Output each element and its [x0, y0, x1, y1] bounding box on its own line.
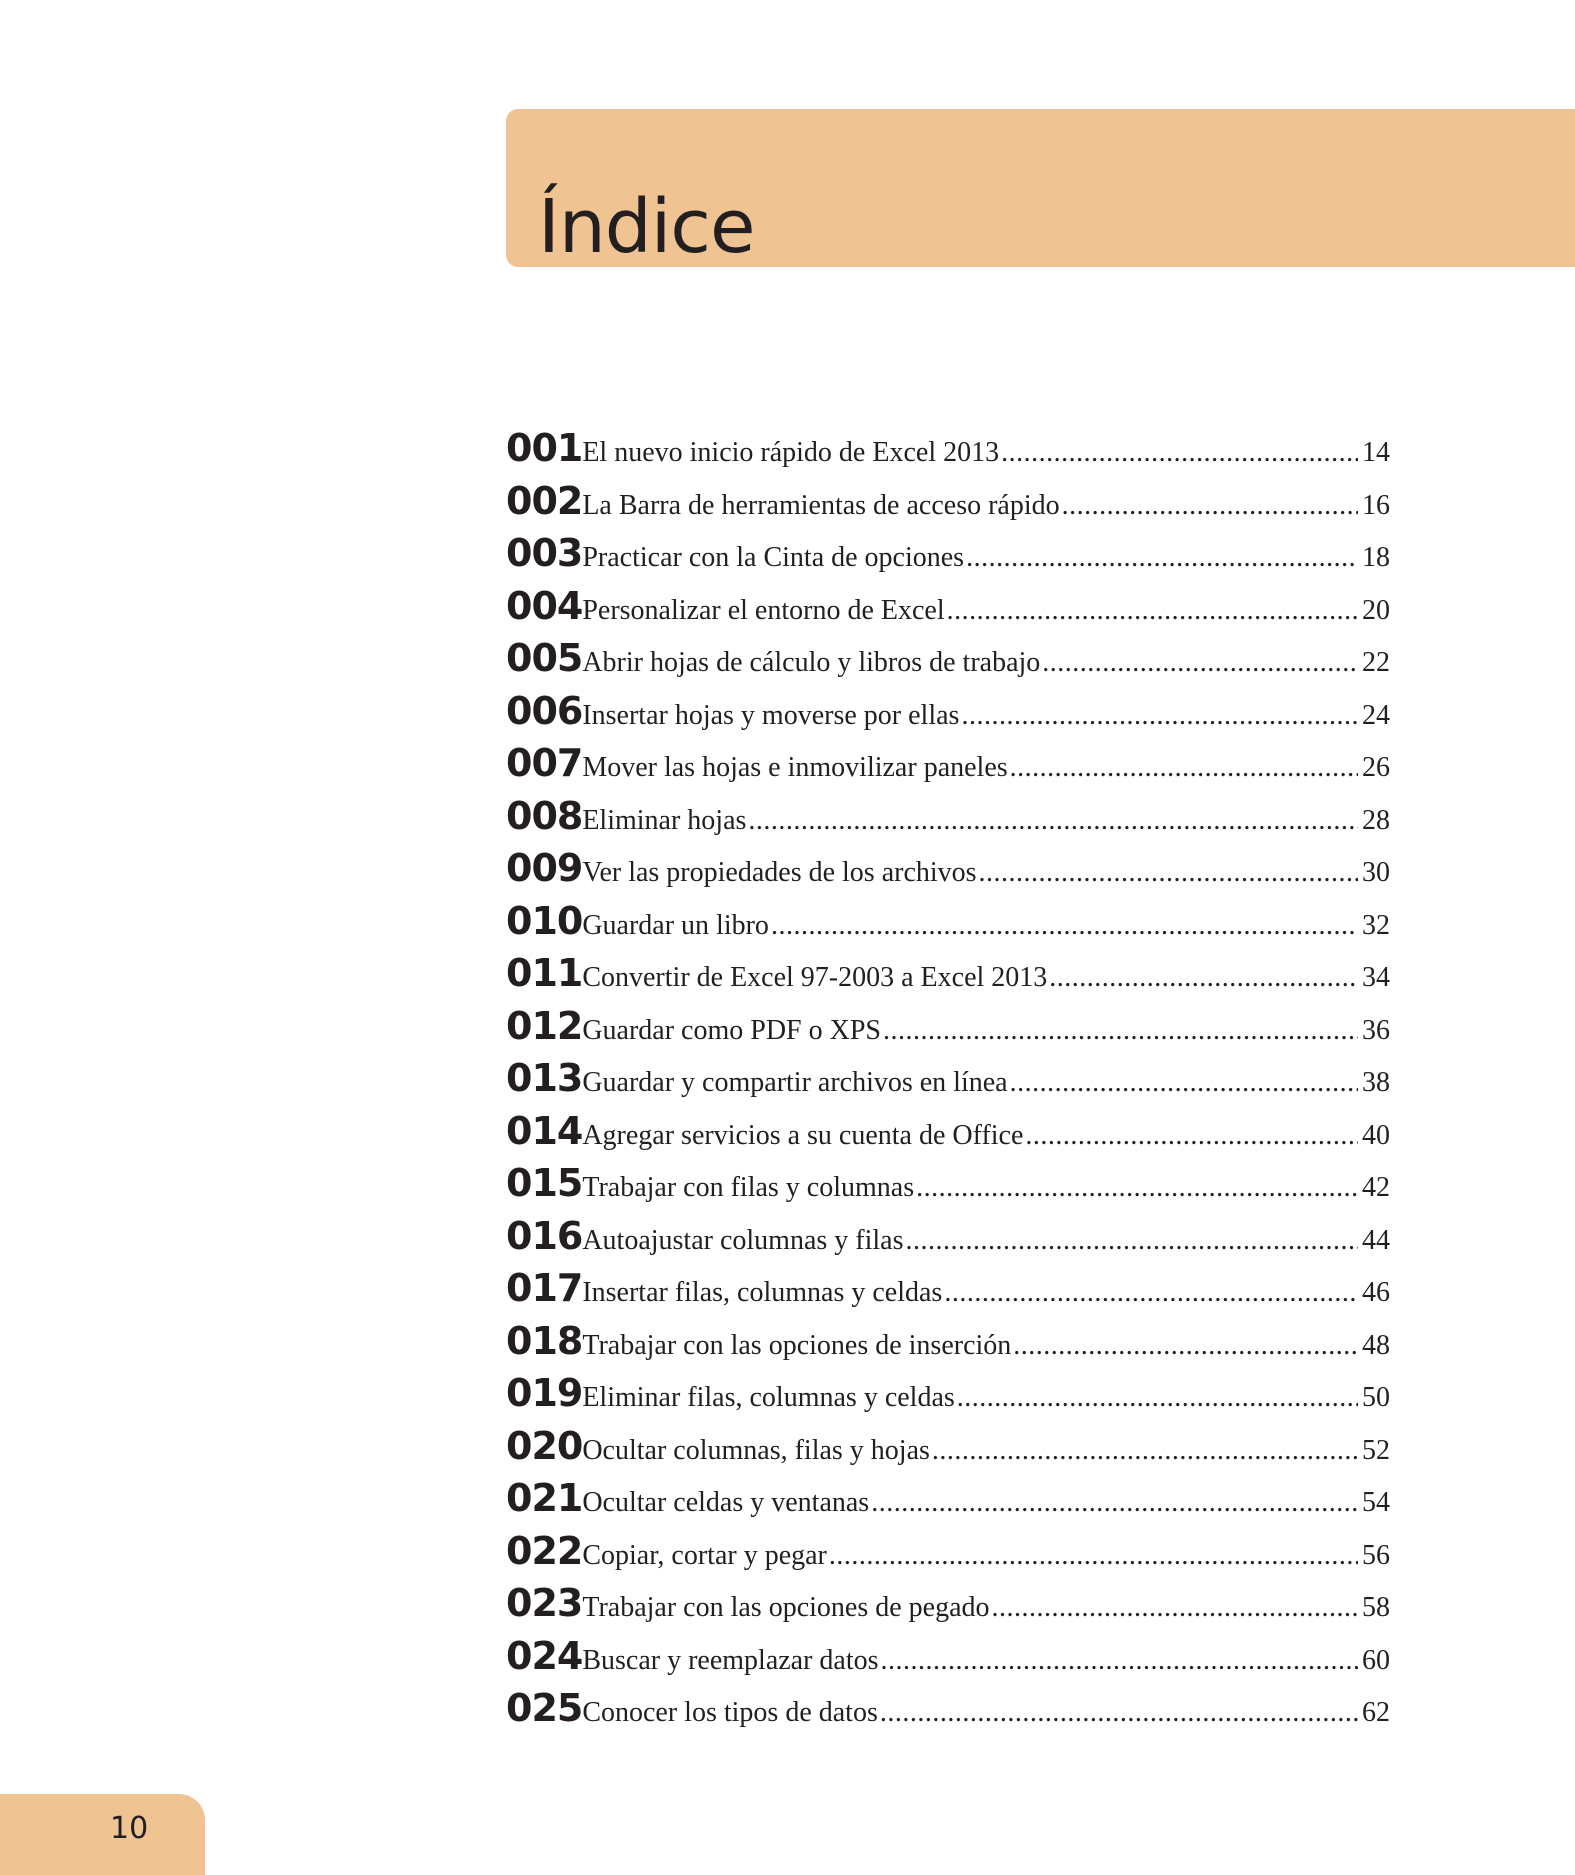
- entry-number: 025: [506, 1686, 583, 1730]
- entry-number: 021: [506, 1476, 583, 1520]
- dot-leader: [961, 700, 1358, 732]
- toc-entry[interactable]: [506, 1476, 1390, 1529]
- entry-title: Ocultar columnas, filas y hojas: [582, 1434, 930, 1466]
- entry-page: 24: [1362, 699, 1390, 731]
- dot-leader: [1010, 1067, 1358, 1099]
- dot-leader: [979, 857, 1358, 889]
- entry-page: 20: [1362, 594, 1390, 626]
- entry-number: 002: [506, 478, 583, 523]
- toc-entry[interactable]: [506, 1371, 1390, 1424]
- entry-number: 019: [506, 1371, 583, 1415]
- dot-leader: [966, 542, 1358, 574]
- entry-title: Insertar hojas y moverse por ellas: [582, 699, 960, 731]
- toc-entry[interactable]: [506, 899, 1390, 952]
- toc-entry[interactable]: [506, 951, 1390, 1004]
- entry-number: 010: [506, 898, 583, 943]
- entry-title: Buscar y reemplazar datos: [582, 1644, 879, 1676]
- entry-number: 011: [506, 951, 583, 995]
- page-title: Índice: [538, 184, 755, 270]
- toc-entry[interactable]: [506, 1529, 1390, 1582]
- toc-entry[interactable]: [506, 689, 1390, 742]
- dot-leader: [1025, 1120, 1358, 1152]
- entry-number: 022: [506, 1528, 583, 1573]
- toc-entry[interactable]: [506, 531, 1390, 584]
- entry-title: El nuevo inicio rápido de Excel 2013: [582, 437, 1000, 468]
- toc-entry[interactable]: [506, 794, 1390, 847]
- dot-leader: [748, 805, 1358, 837]
- entry-number: 024: [506, 1633, 583, 1678]
- entry-title: Ver las propiedades de los archivos: [582, 857, 977, 888]
- entry-page: 58: [1362, 1592, 1390, 1623]
- entry-title: Ocultar celdas y ventanas: [582, 1487, 870, 1518]
- entry-number: 014: [506, 1108, 583, 1153]
- toc-entry[interactable]: [506, 741, 1390, 794]
- entry-title: Guardar un libro: [582, 909, 769, 941]
- toc-entry[interactable]: [506, 1634, 1390, 1687]
- dot-leader: [957, 1382, 1358, 1414]
- dot-leader: [905, 1225, 1358, 1257]
- entry-page: 42: [1362, 1172, 1390, 1203]
- entry-number: 004: [506, 583, 583, 628]
- toc-entry[interactable]: [506, 1319, 1390, 1372]
- dot-leader: [771, 910, 1358, 942]
- entry-title: Trabajar con las opciones de inserción: [582, 1329, 1012, 1361]
- entry-page: 40: [1362, 1119, 1390, 1151]
- dot-leader: [881, 1645, 1358, 1677]
- entry-page: 32: [1362, 909, 1390, 941]
- entry-page: 54: [1362, 1487, 1390, 1518]
- dot-leader: [871, 1487, 1358, 1519]
- toc-entry[interactable]: [506, 1004, 1390, 1057]
- entry-page: 34: [1362, 962, 1390, 993]
- entry-page: 36: [1362, 1014, 1390, 1046]
- dot-leader: [880, 1697, 1358, 1729]
- toc-entry[interactable]: [506, 636, 1390, 689]
- dot-leader: [1062, 490, 1358, 522]
- entry-page: 28: [1362, 804, 1390, 836]
- entry-number: 003: [506, 531, 583, 575]
- toc-entry[interactable]: [506, 1686, 1390, 1739]
- table-of-contents: [506, 426, 1390, 1739]
- entry-number: 018: [506, 1318, 583, 1363]
- entry-page: 16: [1362, 489, 1390, 521]
- entry-page: 52: [1362, 1434, 1390, 1466]
- entry-title: Guardar como PDF o XPS: [582, 1014, 881, 1046]
- entry-page: 26: [1362, 752, 1390, 783]
- entry-number: 016: [506, 1213, 583, 1258]
- entry-title: Trabajar con filas y columnas: [582, 1172, 915, 1203]
- entry-number: 006: [506, 688, 583, 733]
- dot-leader: [1013, 1330, 1358, 1362]
- dot-leader: [883, 1015, 1358, 1047]
- entry-page: 44: [1362, 1224, 1390, 1256]
- toc-entry[interactable]: [506, 1161, 1390, 1214]
- dot-leader: [944, 1277, 1358, 1309]
- toc-entry[interactable]: [506, 1214, 1390, 1267]
- toc-entry[interactable]: [506, 1109, 1390, 1162]
- toc-entry[interactable]: [506, 1266, 1390, 1319]
- entry-page: 46: [1362, 1277, 1390, 1308]
- entry-title: Practicar con la Cinta de opciones: [582, 542, 965, 573]
- toc-entry[interactable]: [506, 1581, 1390, 1634]
- entry-page: 60: [1362, 1644, 1390, 1676]
- entry-number: 001: [506, 426, 583, 470]
- page-number-tab: [0, 1794, 205, 1875]
- entry-page: 50: [1362, 1382, 1390, 1413]
- dot-leader: [916, 1172, 1358, 1204]
- entry-number: 020: [506, 1423, 583, 1468]
- entry-title: Conocer los tipos de datos: [582, 1697, 878, 1728]
- entry-page: 22: [1362, 647, 1390, 678]
- toc-entry[interactable]: [506, 426, 1390, 479]
- dot-leader: [1042, 647, 1358, 679]
- entry-title: Guardar y compartir archivos en línea: [582, 1067, 1008, 1098]
- page-number: 10: [110, 1811, 149, 1846]
- toc-entry[interactable]: [506, 1424, 1390, 1477]
- dot-leader: [1049, 962, 1358, 994]
- dot-leader: [1010, 752, 1358, 784]
- entry-title: Trabajar con las opciones de pegado: [582, 1592, 990, 1623]
- dot-leader: [932, 1435, 1358, 1467]
- entry-title: Personalizar el entorno de Excel: [582, 594, 945, 626]
- entry-number: 008: [506, 793, 583, 838]
- entry-page: 48: [1362, 1329, 1390, 1361]
- entry-page: 38: [1362, 1067, 1390, 1098]
- toc-entry[interactable]: [506, 584, 1390, 637]
- entry-title: Insertar filas, columnas y celdas: [582, 1277, 943, 1308]
- entry-title: La Barra de herramientas de acceso rápido: [582, 489, 1060, 521]
- entry-number: 015: [506, 1161, 583, 1205]
- toc-entry[interactable]: [506, 1056, 1390, 1109]
- entry-number: 009: [506, 846, 583, 890]
- dot-leader: [947, 595, 1358, 627]
- entry-number: 007: [506, 741, 583, 785]
- entry-number: 013: [506, 1056, 583, 1100]
- entry-title: Agregar servicios a su cuenta de Office: [582, 1119, 1024, 1151]
- entry-number: 017: [506, 1266, 583, 1310]
- entry-title: Abrir hojas de cálculo y libros de trabajo: [582, 647, 1041, 678]
- entry-title: Mover las hojas e inmovilizar paneles: [582, 752, 1008, 783]
- toc-entry[interactable]: [506, 479, 1390, 532]
- entry-title: Eliminar filas, columnas y celdas: [582, 1382, 955, 1413]
- entry-title: Eliminar hojas: [582, 804, 747, 836]
- entry-title: Convertir de Excel 97-2003 a Excel 2013: [582, 962, 1048, 993]
- entry-page: 30: [1362, 857, 1390, 888]
- dot-leader: [992, 1592, 1358, 1624]
- entry-number: 012: [506, 1003, 583, 1048]
- entry-title: Autoajustar columnas y filas: [582, 1224, 904, 1256]
- toc-entry[interactable]: [506, 846, 1390, 899]
- entry-number: 023: [506, 1581, 583, 1625]
- dot-leader: [829, 1540, 1358, 1572]
- entry-page: 56: [1362, 1539, 1390, 1571]
- entry-page: 18: [1362, 542, 1390, 573]
- entry-page: 62: [1362, 1697, 1390, 1728]
- entry-title: Copiar, cortar y pegar: [582, 1539, 827, 1571]
- dot-leader: [1001, 437, 1358, 469]
- entry-number: 005: [506, 636, 583, 680]
- entry-page: 14: [1362, 437, 1390, 468]
